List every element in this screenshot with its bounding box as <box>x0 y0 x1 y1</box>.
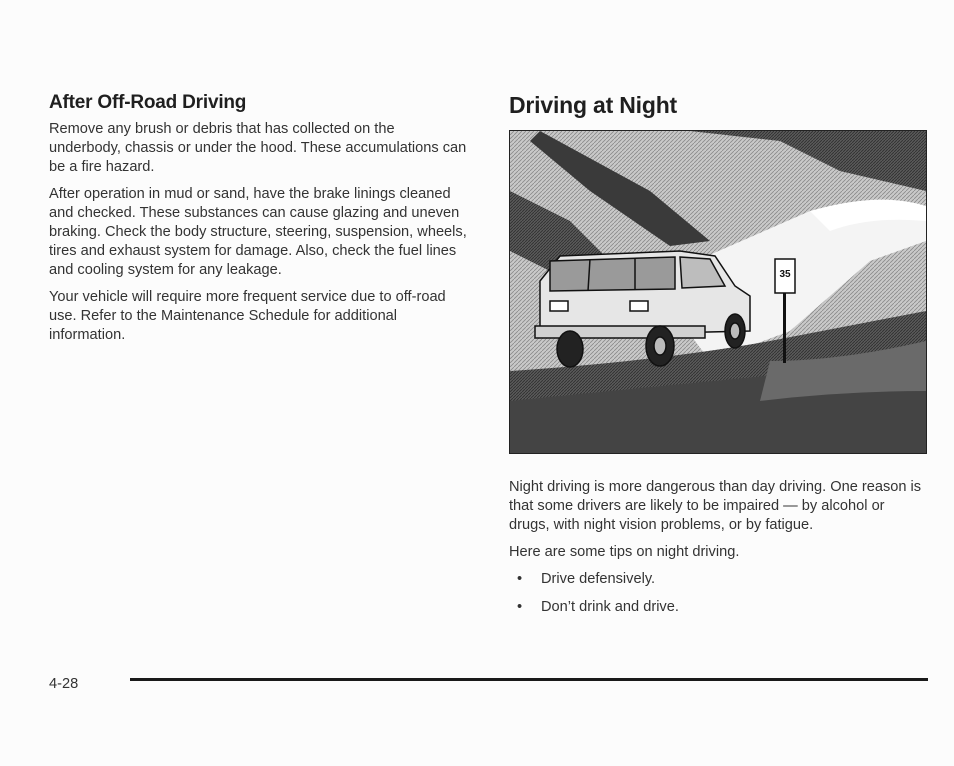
off-road-paragraph-3: Your vehicle will require more frequent service due to off-road use. Refer to the Maintenance Schedule for additional information. <box>49 289 446 343</box>
off-road-heading: After Off-Road Driving <box>49 92 247 113</box>
list-item <box>517 570 929 589</box>
tip-text: Drive defensively. <box>541 571 656 587</box>
speed-limit-sign-text: 35 <box>779 269 791 280</box>
night-driving-illustration <box>509 130 927 454</box>
night-driving-section <box>509 92 929 626</box>
off-road-paragraph-1: Remove any brush or debris that has collected on the underbody, chassis or under the hood. These accumulations can be a fire hazard. <box>49 121 467 175</box>
page-number: 4-28 <box>49 676 79 692</box>
bullet-icon: • <box>517 571 523 587</box>
footer-divider <box>130 678 928 681</box>
list-item <box>517 598 929 617</box>
night-driving-paragraph-2: Here are some tips on night driving. <box>509 544 740 560</box>
suv-headlights-road-drawing <box>510 131 926 453</box>
night-driving-tips-list <box>509 570 929 617</box>
off-road-paragraph-2: After operation in mud or sand, have the brake linings cleaned and checked. These substances can cause glazing and uneven braking. Check the body structure, steering, suspension, wheels, tires and exhaust system for damage. Also, check the fuel lines and cooling system for any leakage. <box>49 186 467 278</box>
night-driving-title: Driving at Night <box>509 92 678 118</box>
off-road-section <box>49 92 469 353</box>
night-driving-paragraph-1: Night driving is more dangerous than day driving. One reason is that some drivers are likely to be impaired — by alcohol or drugs, with night vision problems, or by fatigue. <box>509 479 922 533</box>
bullet-icon: • <box>517 599 523 615</box>
tip-text: Don’t drink and drive. <box>541 599 679 615</box>
